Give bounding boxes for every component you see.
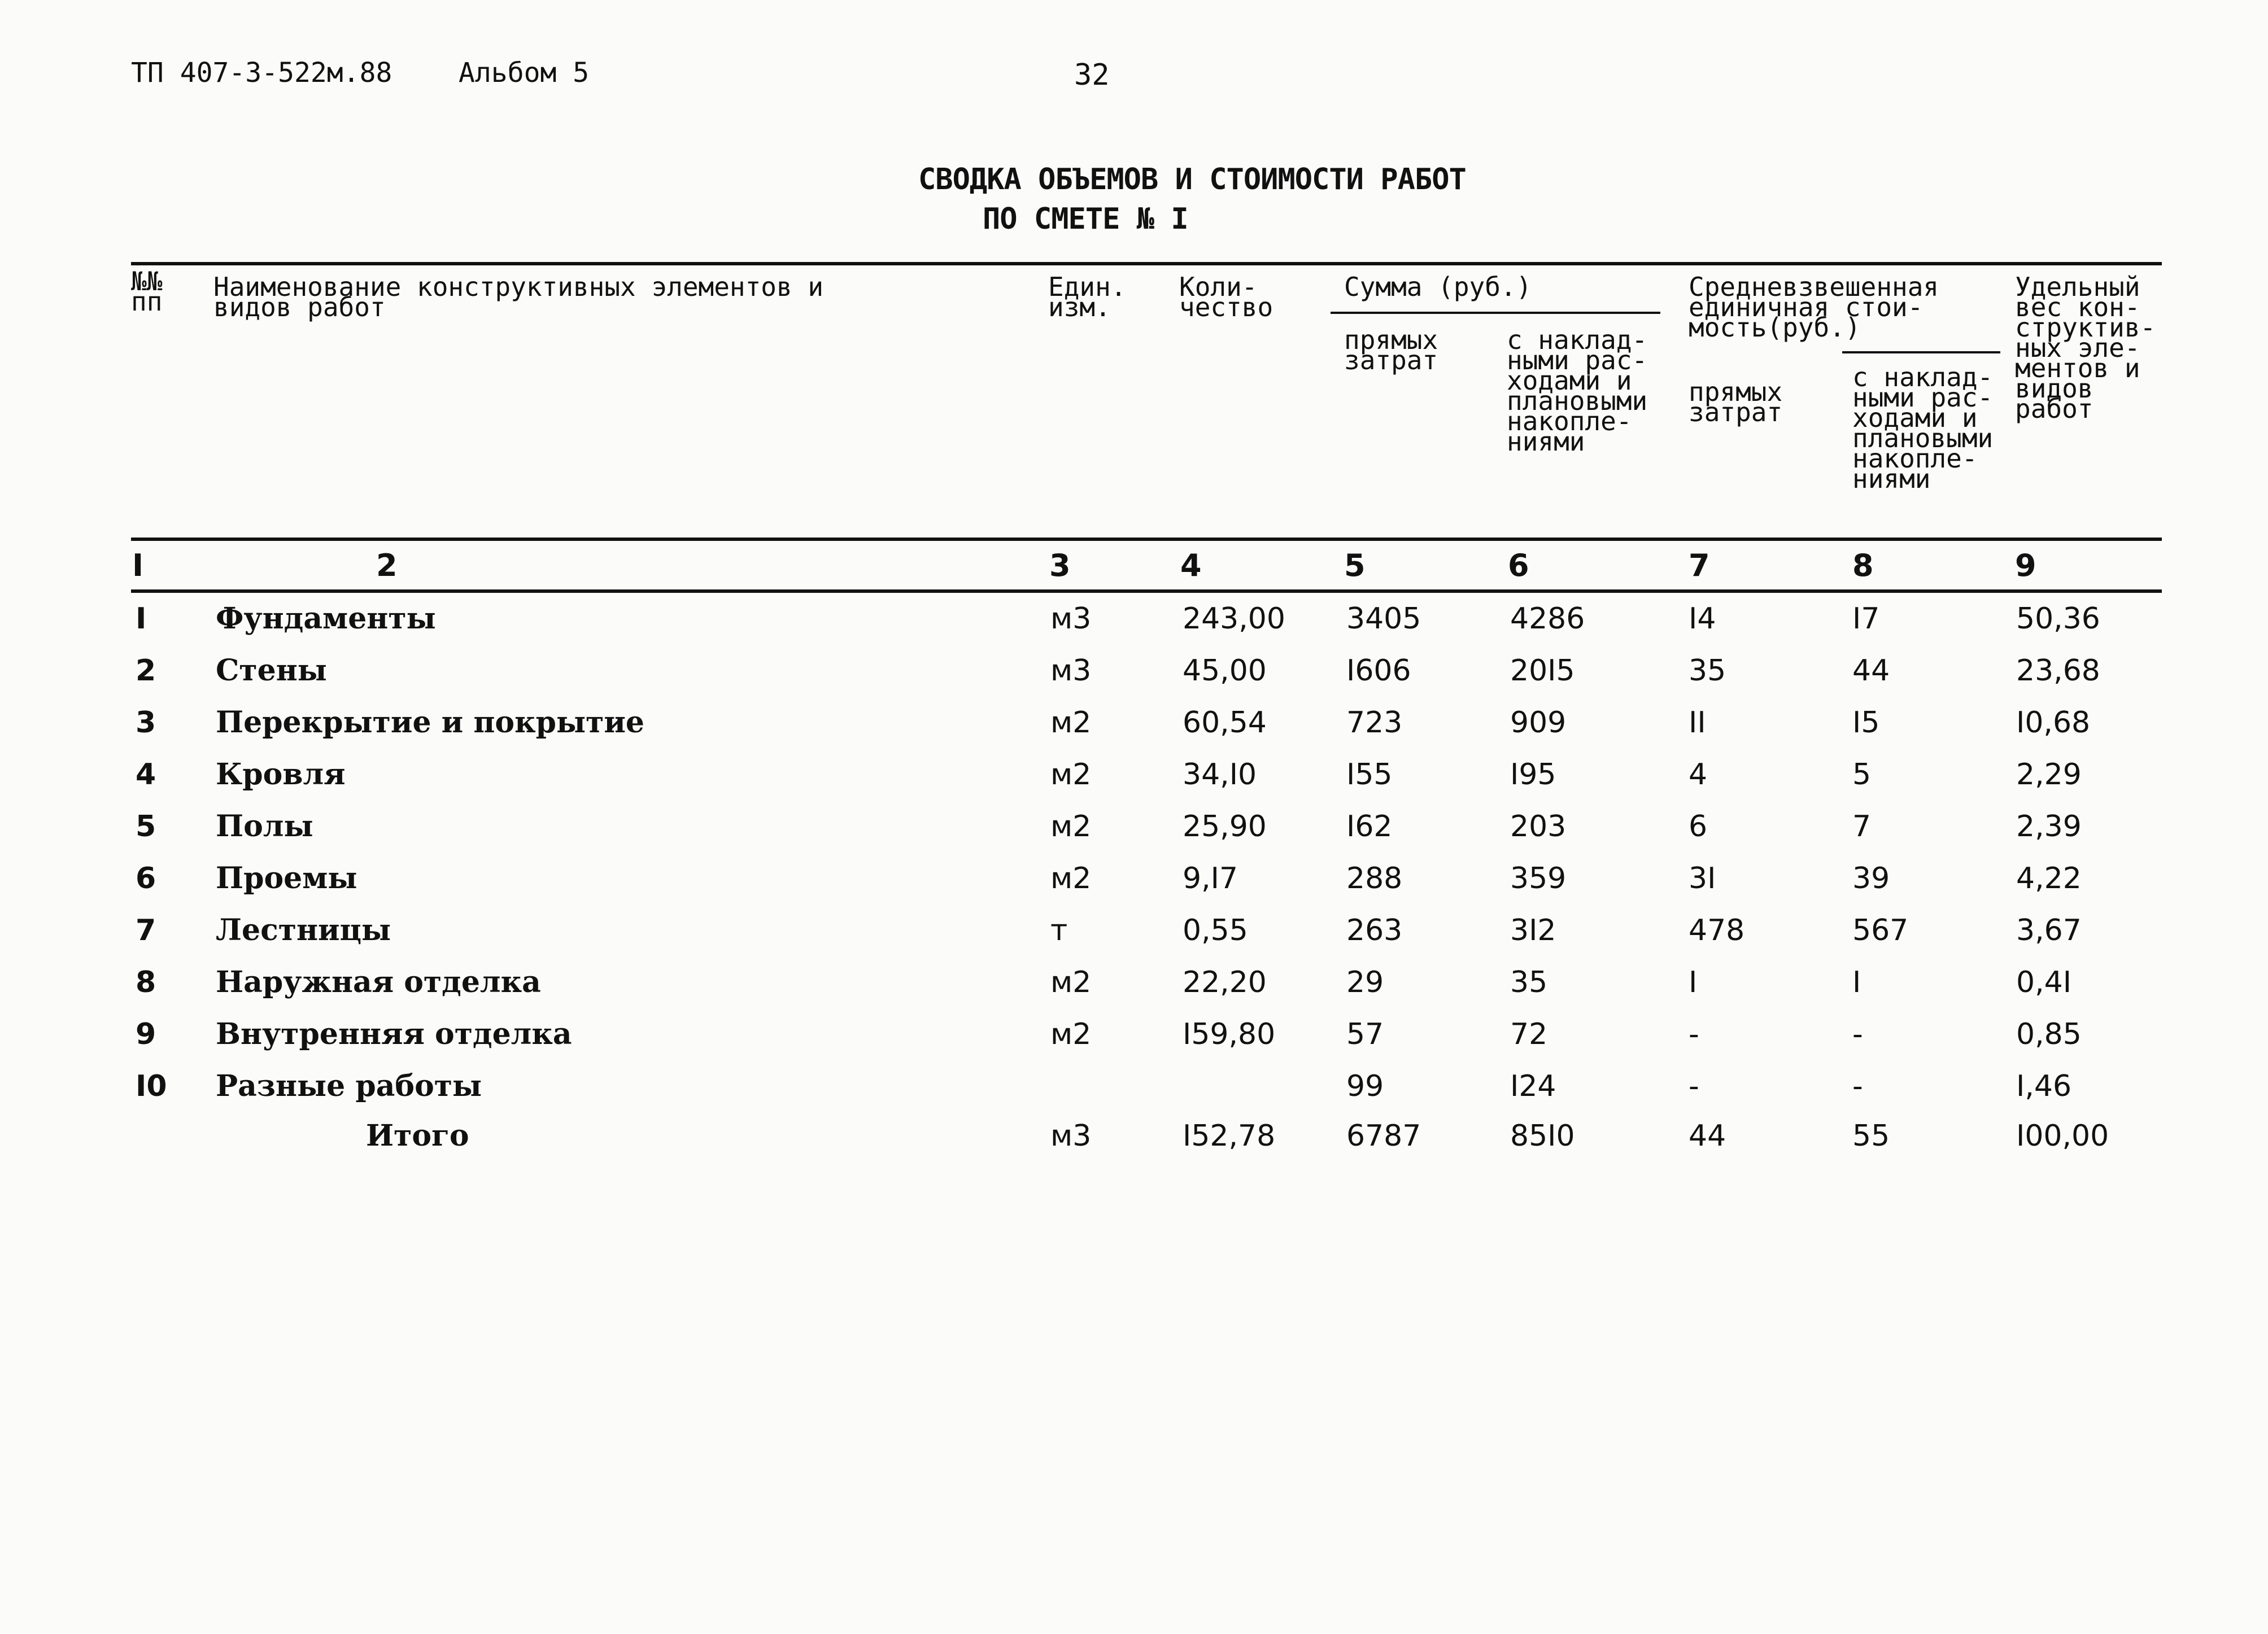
- table-row: [0, 593, 2268, 645]
- column-number: 5: [1344, 548, 1366, 583]
- table-cell-weight: 50,36: [2016, 602, 2100, 636]
- table-cell-weight: I0,68: [2016, 706, 2091, 740]
- table-cell-avg-direct: 3I: [1689, 862, 1716, 895]
- table-row: [0, 956, 2268, 1008]
- table-cell-avg-overhead: 39: [1852, 862, 1890, 895]
- header-sum: Сумма (руб.): [1344, 272, 1532, 302]
- table-cell-sum-overhead: I24: [1510, 1069, 1556, 1103]
- column-number: 3: [1049, 548, 1071, 583]
- table-cell-qty: 243,00: [1183, 602, 1285, 636]
- table-cell-avg-direct: I4: [1689, 602, 1716, 636]
- table-cell-avg-direct: 6: [1689, 810, 1708, 844]
- table-cell-avg-direct: -: [1689, 1069, 1699, 1103]
- table-cell-no: I: [136, 602, 147, 636]
- total-sum-direct: 6787: [1346, 1119, 1421, 1153]
- table-cell-sum-direct: 263: [1346, 914, 1403, 947]
- table-cell-no: 8: [136, 965, 156, 999]
- table-cell-sum-overhead: I95: [1510, 758, 1556, 792]
- table-cell-no: 7: [136, 914, 156, 947]
- table-cell-avg-direct: II: [1689, 706, 1706, 740]
- table-row: [0, 1008, 2268, 1060]
- column-number-row: [0, 542, 2268, 587]
- table-cell-sum-overhead: 20I5: [1510, 654, 1575, 688]
- header-unit: Един. изм.: [1048, 272, 1127, 322]
- table-cell-weight: 3,67: [2016, 914, 2082, 947]
- table-cell-weight: 23,68: [2016, 654, 2100, 688]
- table-cell-sum-overhead: 909: [1510, 706, 1567, 740]
- column-number: 9: [2015, 548, 2036, 583]
- table-cell-name: Внутренняя отделка: [216, 1017, 572, 1051]
- table-cell-sum-direct: 288: [1346, 862, 1403, 895]
- table-cell-name: Полы: [216, 809, 313, 844]
- table-cell-avg-direct: 4: [1689, 758, 1708, 792]
- total-avg-direct: 44: [1689, 1119, 1726, 1153]
- table-row: [0, 1060, 2268, 1112]
- table-cell-avg-direct: I: [1689, 965, 1698, 999]
- table-cell-avg-overhead: 567: [1852, 914, 1909, 947]
- column-number: I: [132, 548, 144, 583]
- table-cell-avg-overhead: I: [1852, 965, 1861, 999]
- header-avg: Средневзвешенная единичная стои- мость(руб.): [1689, 272, 1939, 343]
- total-qty: I52,78: [1183, 1119, 1276, 1153]
- table-cell-no: 2: [136, 654, 156, 688]
- table-cell-avg-overhead: -: [1852, 1069, 1863, 1103]
- table-cell-no: 3: [136, 706, 156, 740]
- table-cell-weight: 2,29: [2016, 758, 2082, 792]
- header-avg-overhead: с наклад- ными рас- ходами и плановыми накопле- ниями: [1852, 362, 1994, 494]
- table-cell-avg-direct: 35: [1689, 654, 1726, 688]
- table-cell-unit: м2: [1050, 965, 1092, 999]
- header-no: №№ пп: [131, 266, 163, 317]
- header-top-rule: [131, 262, 2162, 265]
- table-cell-unit: м2: [1050, 706, 1092, 740]
- table-cell-name: Кровля: [216, 757, 346, 792]
- table-cell-unit: м2: [1050, 862, 1092, 895]
- table-cell-no: I0: [136, 1069, 167, 1103]
- table-row: [0, 905, 2268, 956]
- table-cell-sum-direct: 29: [1346, 965, 1384, 999]
- table-cell-qty: 25,90: [1183, 810, 1267, 844]
- table-row: [0, 749, 2268, 801]
- table-cell-name: Наружная отделка: [216, 965, 541, 999]
- table-cell-sum-overhead: 72: [1510, 1017, 1548, 1051]
- table-row: [0, 801, 2268, 853]
- column-number: 6: [1508, 548, 1529, 583]
- table-cell-sum-overhead: 35: [1510, 965, 1548, 999]
- table-cell-avg-overhead: I7: [1852, 602, 1880, 636]
- table-cell-qty: 22,20: [1183, 965, 1267, 999]
- table-row: [0, 853, 2268, 905]
- table-cell-qty: I59,80: [1183, 1017, 1276, 1051]
- total-avg-overhead: 55: [1852, 1119, 1890, 1153]
- table-cell-sum-overhead: 203: [1510, 810, 1567, 844]
- table-row: [0, 645, 2268, 697]
- table-cell-qty: 34,I0: [1183, 758, 1257, 792]
- table-subtitle: ПО СМЕТЕ № I: [983, 202, 1188, 236]
- table-cell-avg-overhead: 44: [1852, 654, 1890, 688]
- table-cell-name: Перекрытие и покрытие: [216, 705, 644, 740]
- table-cell-unit: м3: [1050, 654, 1092, 688]
- header-sum-rule: [1331, 312, 1660, 314]
- header-bottom-rule: [131, 538, 2162, 541]
- header-avg-rule: [1842, 351, 2000, 353]
- header-avg-direct: прямых затрат: [1689, 377, 1783, 427]
- table-cell-weight: 2,39: [2016, 810, 2082, 844]
- total-unit: м3: [1050, 1119, 1092, 1153]
- header-name: Наименование конструктивных элементов и видов работ: [213, 272, 824, 322]
- table-cell-weight: I,46: [2016, 1069, 2072, 1103]
- table-cell-qty: 45,00: [1183, 654, 1267, 688]
- total-row: [0, 1110, 2268, 1162]
- table-cell-sum-direct: I55: [1346, 758, 1393, 792]
- table-cell-name: Лестницы: [216, 913, 391, 947]
- table-cell-sum-direct: 57: [1346, 1017, 1384, 1051]
- table-cell-name: Фундаменты: [216, 601, 436, 636]
- table-cell-weight: 4,22: [2016, 862, 2082, 895]
- table-cell-name: Проемы: [216, 861, 357, 895]
- table-cell-unit: т: [1050, 914, 1068, 947]
- table-cell-unit: м2: [1050, 758, 1092, 792]
- table-cell-unit: м3: [1050, 602, 1092, 636]
- table-cell-avg-overhead: -: [1852, 1017, 1863, 1051]
- document-code: ТП 407-3-522м.88: [131, 57, 392, 89]
- header-sum-direct: прямых затрат: [1344, 325, 1438, 375]
- table-cell-avg-direct: 478: [1689, 914, 1745, 947]
- column-number: 7: [1689, 548, 1710, 583]
- table-cell-sum-overhead: 359: [1510, 862, 1567, 895]
- table-cell-sum-direct: 99: [1346, 1069, 1384, 1103]
- table-cell-weight: 0,4I: [2016, 965, 2072, 999]
- album-label: Альбом 5: [459, 57, 590, 89]
- column-number: 4: [1180, 548, 1202, 583]
- table-cell-weight: 0,85: [2016, 1017, 2082, 1051]
- column-number: 2: [376, 548, 398, 583]
- header-weight: Удельный вес кон- структив- ных эле- ментов и видов работ: [2015, 272, 2156, 424]
- table-cell-avg-overhead: 5: [1852, 758, 1872, 792]
- header-sum-overhead: с наклад- ными рас- ходами и плановыми накопле- ниями: [1507, 325, 1648, 457]
- header-qty: Коли- чество: [1179, 272, 1273, 322]
- table-cell-sum-overhead: 3I2: [1510, 914, 1556, 947]
- table-cell-no: 4: [136, 758, 156, 792]
- table-cell-sum-direct: I62: [1346, 810, 1393, 844]
- table-cell-qty: 0,55: [1183, 914, 1248, 947]
- table-title: СВОДКА ОБЪЕМОВ И СТОИМОСТИ РАБОТ: [918, 163, 1466, 196]
- table-cell-qty: 9,I7: [1183, 862, 1238, 895]
- table-cell-unit: м2: [1050, 810, 1092, 844]
- page-number: 32: [1074, 58, 1110, 92]
- table-cell-no: 9: [136, 1017, 156, 1051]
- table-cell-avg-overhead: I5: [1852, 706, 1880, 740]
- total-label: Итого: [366, 1119, 469, 1153]
- table-cell-qty: 60,54: [1183, 706, 1267, 740]
- table-cell-sum-direct: 3405: [1346, 602, 1421, 636]
- table-cell-name: Разные работы: [216, 1069, 482, 1103]
- total-weight: I00,00: [2016, 1119, 2109, 1153]
- table-cell-sum-direct: 723: [1346, 706, 1403, 740]
- table-cell-avg-overhead: 7: [1852, 810, 1872, 844]
- table-cell-avg-direct: -: [1689, 1017, 1699, 1051]
- table-cell-no: 5: [136, 810, 156, 844]
- total-sum-overhead: 85I0: [1510, 1119, 1575, 1153]
- table-row: [0, 697, 2268, 749]
- table-cell-sum-overhead: 4286: [1510, 602, 1585, 636]
- column-number: 8: [1852, 548, 1874, 583]
- table-cell-sum-direct: I606: [1346, 654, 1411, 688]
- table-cell-no: 6: [136, 862, 156, 895]
- table-cell-unit: м2: [1050, 1017, 1092, 1051]
- table-cell-name: Стены: [216, 653, 327, 688]
